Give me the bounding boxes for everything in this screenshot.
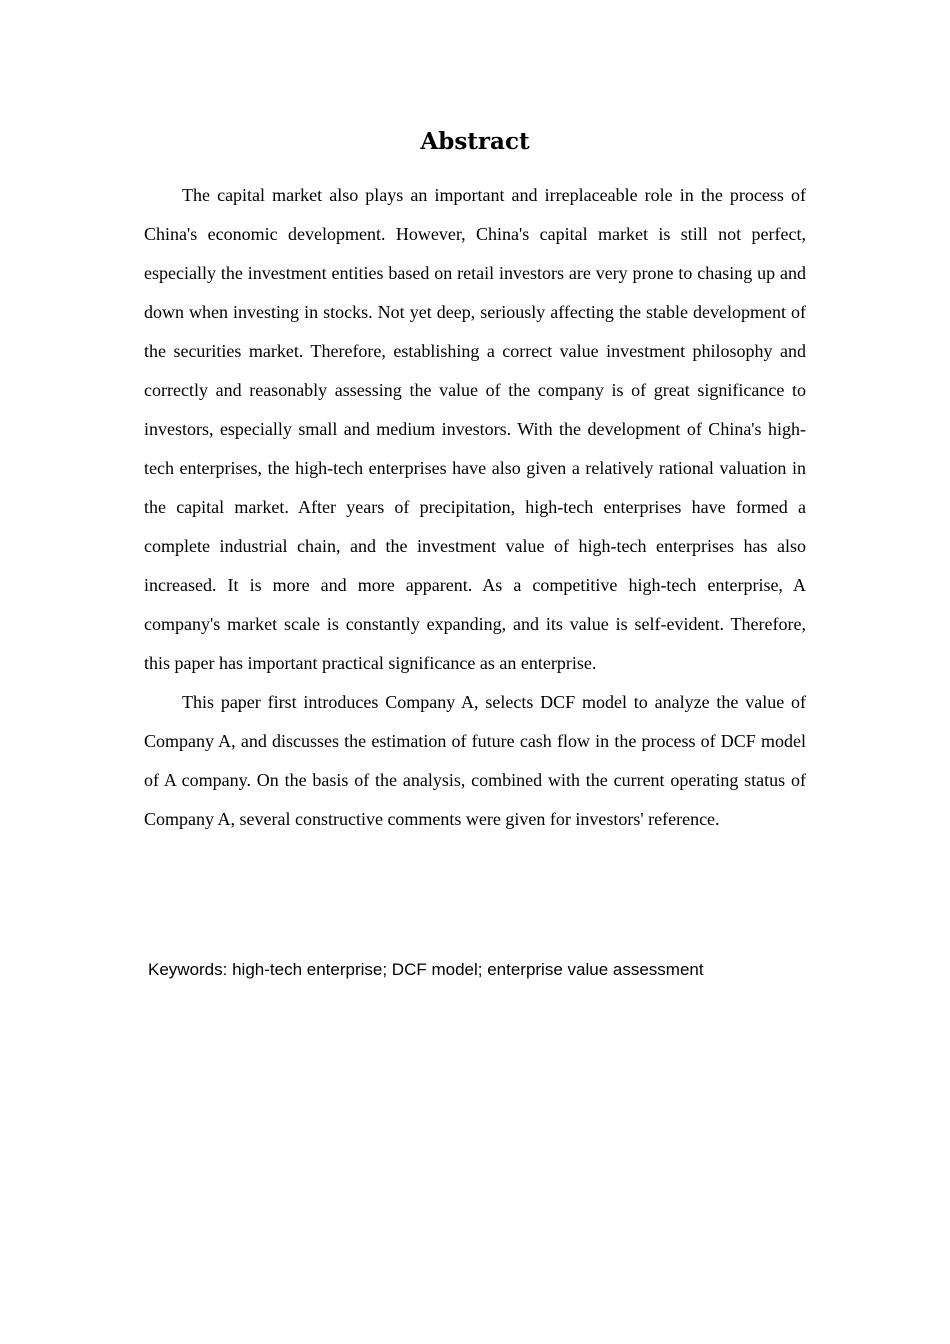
abstract-paragraph-2: This paper first introduces Company A, selects DCF model to analyze the value of Company A, and discusses the estimation of future cash flow in the process of DCF model of A company. On the basis of the analysis, combined with the current operating status of Company A, several constructive comments were given for investors' reference.	[144, 692, 806, 829]
page-title: Abstract	[420, 128, 530, 155]
abstract-body	[144, 176, 806, 839]
abstract-paragraph-1: The capital market also plays an important and irreplaceable role in the process of China's economic development. However, China's capital market is still not perfect, especially the investment entities based on retail investors are very prone to chasing up and down when investing in stocks. Not yet deep, seriously affecting the stable development of the securities market. Therefore, establishing a correct value investment philosophy and correctly and reasonably assessing the value of the company is of great significance to investors, especially small and medium investors. With the development of China's high-tech enterprises, the high-tech enterprises have also given a relatively rational valuation in the capital market. After years of precipitation, high-tech enterprises have formed a complete industrial chain, and the investment value of high-tech enterprises has also increased. It is more and more apparent. As a competitive high-tech enterprise, A company's market scale is constantly expanding, and its value is self-evident. Therefore, this paper has important practical significance as an enterprise.	[144, 185, 806, 673]
keywords-line: Keywords: high-tech enterprise; DCF model; enterprise value assessment	[148, 960, 704, 979]
